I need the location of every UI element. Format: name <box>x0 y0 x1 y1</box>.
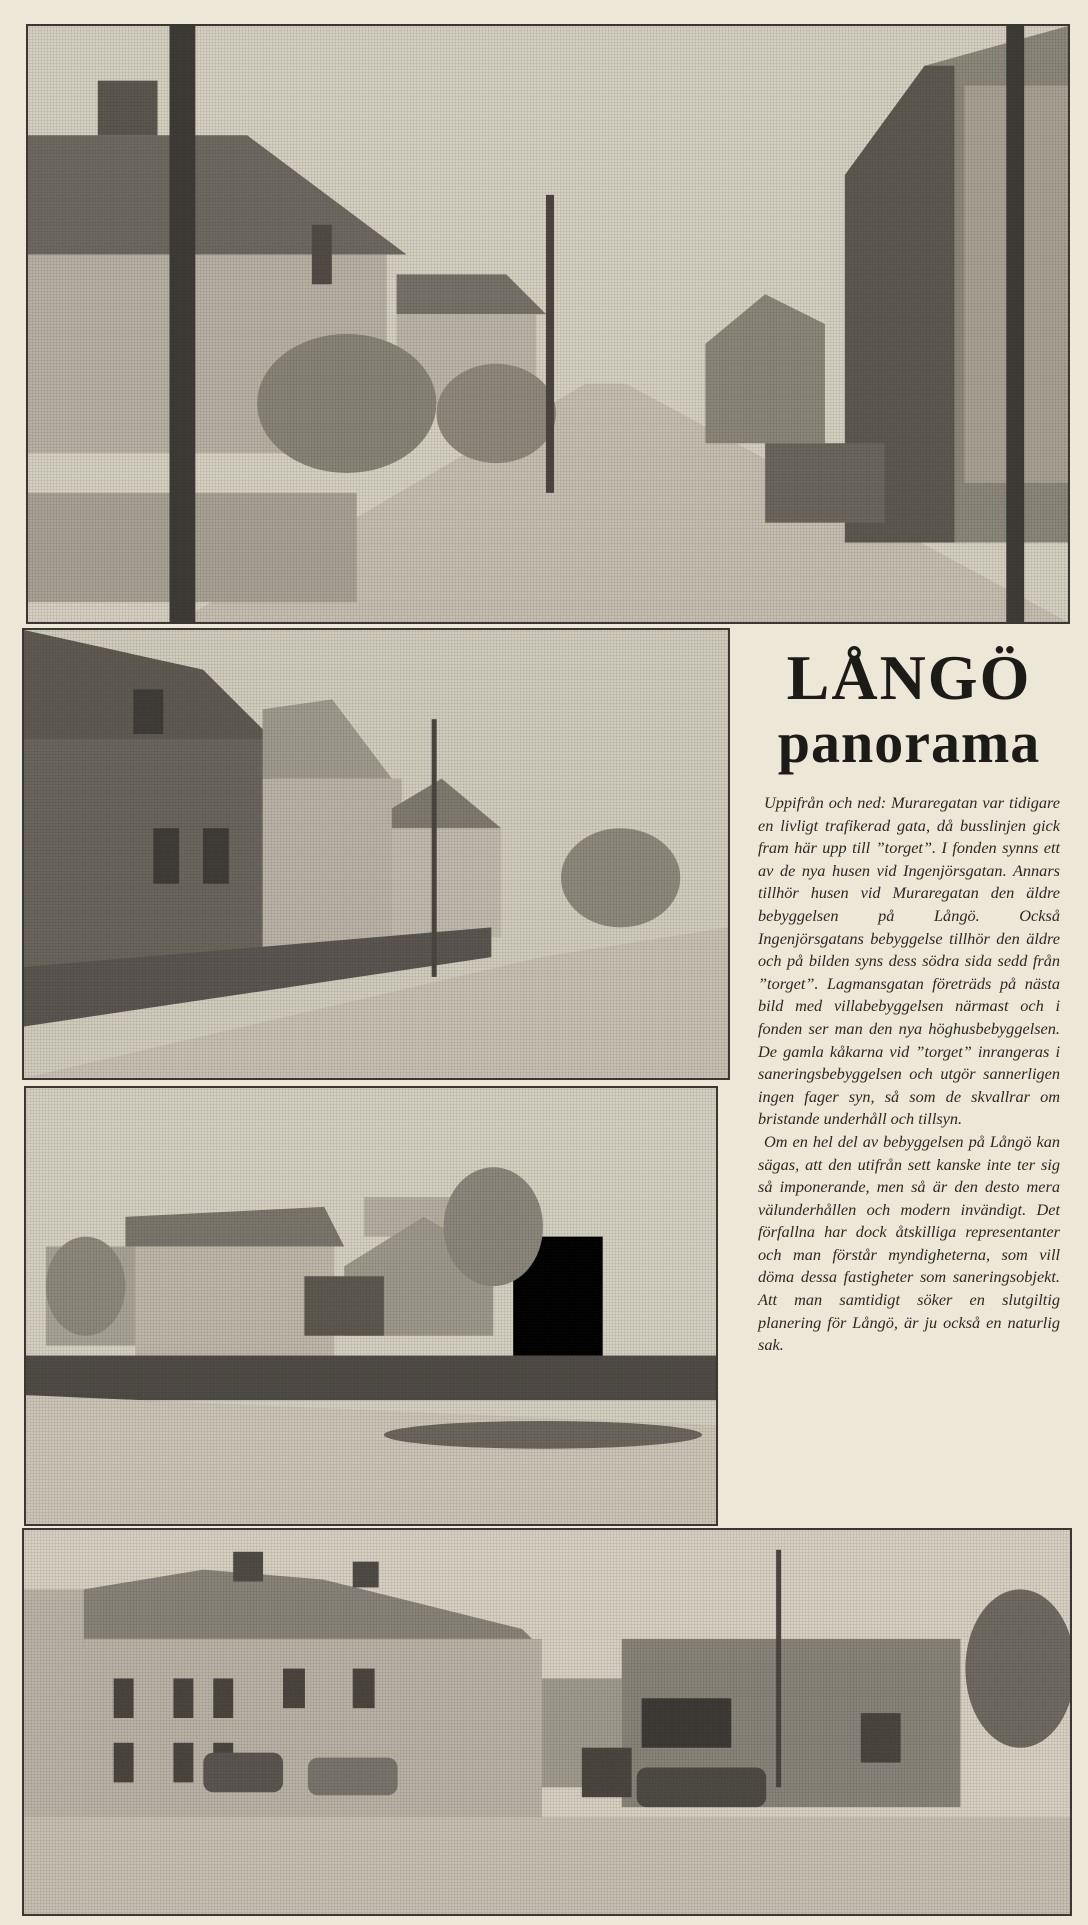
article-paragraph-2: Om en hel del av bebyggelsen på Långö kan sägas, att den utifrån sett kanske inte ter sig så imponerande, men så är den desto mera välunderhållen och modern invändigt. Det förfallna har dock åtskilliga representanter och man förstår myndigheterna, som vill döma dessa fastigheter som saneringsobjekt. Att man samtidigt söker en slutgiltig planering för Långö, är ju också en naturlig sak. <box>758 1131 1060 1355</box>
photo-muraregatan-image <box>28 26 1068 622</box>
article-paragraph-1: Uppifrån och ned: Muraregatan var tidigare en livligt trafikerad gata, då busslinjen gick fram här upp till ”torget”. I fonden synns ett av de nya husen vid Ingenjörsgatan. Annars tillhör husen vid Muraregatan den äldre bebyggelsen på Långö. Också Ingenjörsgatans bebyggelse tillhör den äldre och på bilden syns dess södra sida sedd från ”torget”. Lagmansgatan företräds på nästa bild med villabebyggelsen närmast och i fonden ser man den nya höghusbebyggelsen. De gamla kåkarna vid ”torget” inrangeras i saneringsbebyggelsen och utgör sannerligen ingen fager syn, så som de skvallrar om bristande underhåll och tillsyn. <box>758 793 1060 1129</box>
photo-lagmansgatan-image <box>26 1088 716 1524</box>
photo-ingenjorsgatan <box>22 628 730 1080</box>
photo-ingenjorsgatan-image <box>24 630 728 1078</box>
photo-torget-image <box>24 1530 1070 1914</box>
photo-muraregatan <box>26 24 1070 624</box>
photo-lagmansgatan <box>24 1086 718 1526</box>
headline-line2: panorama <box>777 710 1041 775</box>
headline <box>758 642 1060 775</box>
headline-line1: LÅNGÖ <box>786 642 1032 713</box>
photo-torget <box>22 1528 1072 1916</box>
article-column <box>730 628 1074 1526</box>
article-body <box>758 792 1060 1357</box>
